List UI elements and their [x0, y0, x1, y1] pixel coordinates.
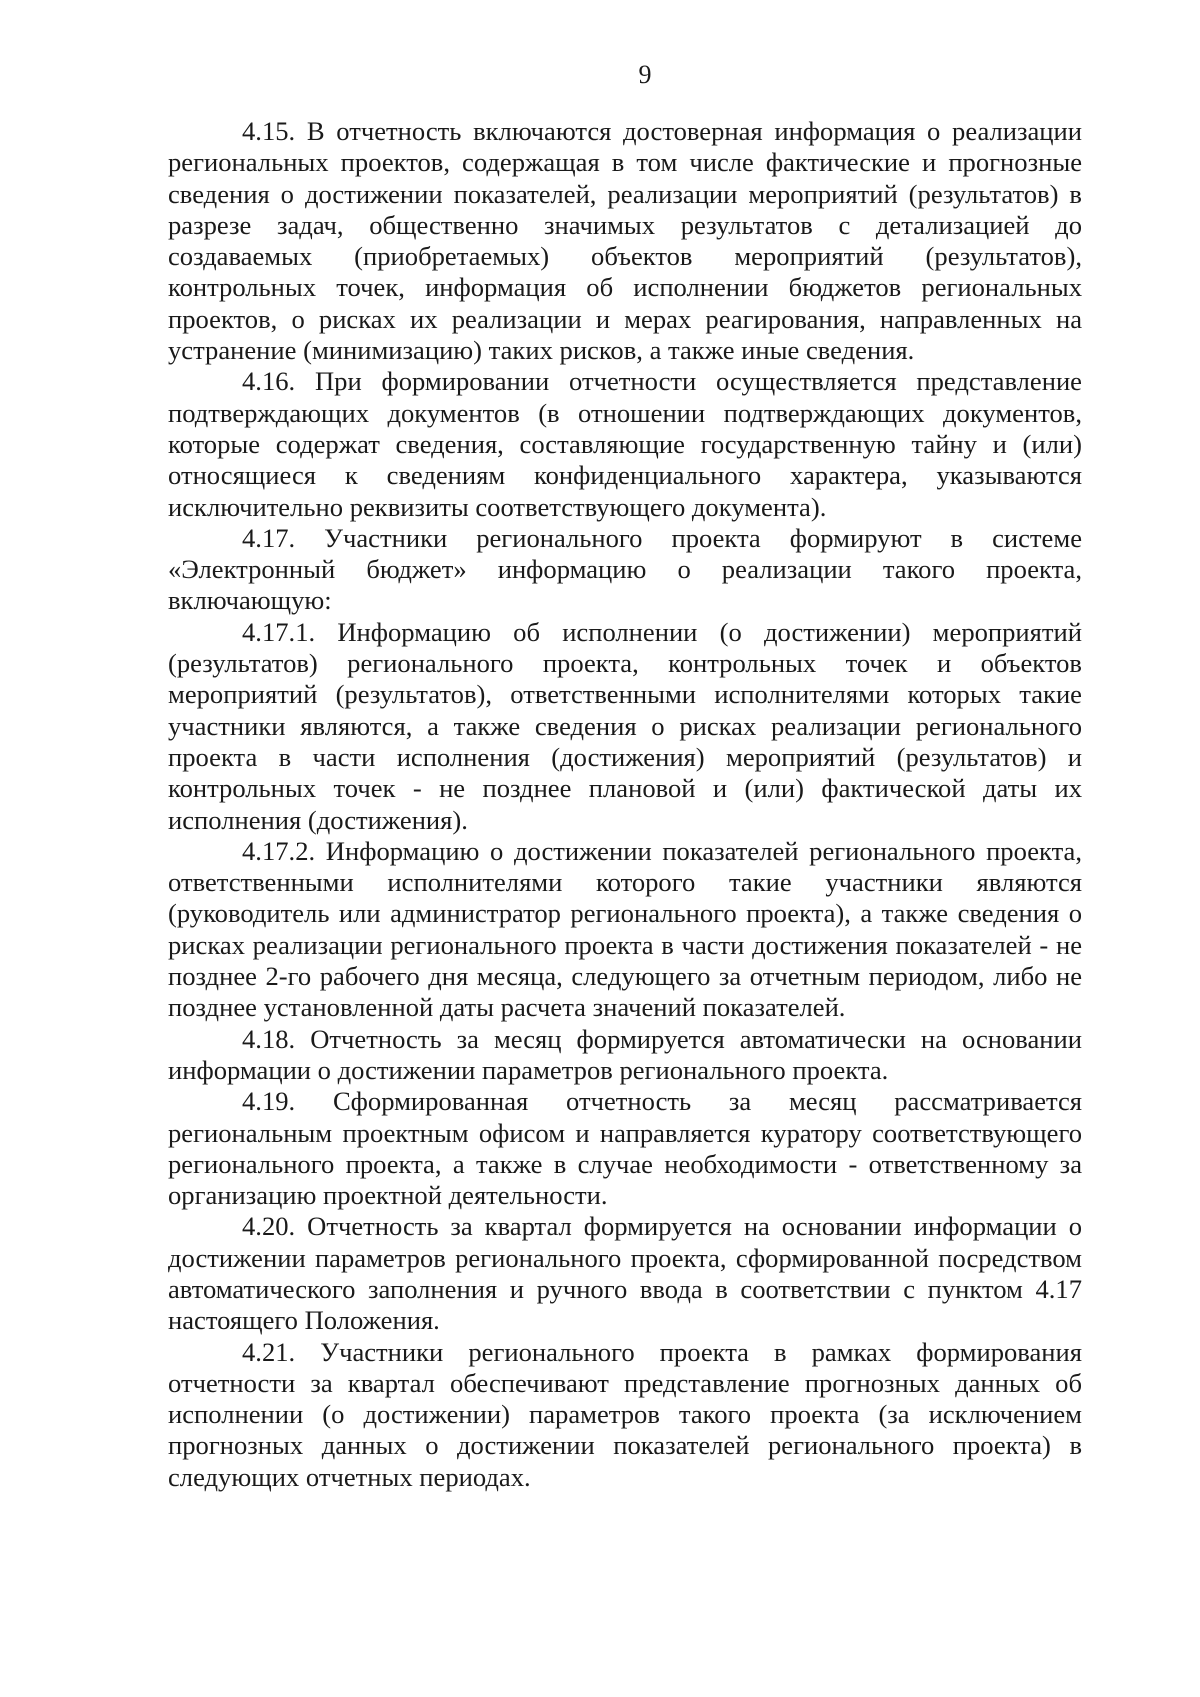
paragraph-4-18: 4.18. Отчетность за месяц формируется автоматически на основании информации о достижении параметров регионального проекта. [168, 1023, 1082, 1085]
paragraph-4-16: 4.16. При формировании отчетности осуществляется представление подтверждающих документов (в отношении подтверждающих документов, которые содержат сведения, составляющие государственную тайну и (или) относящиеся к сведениям конфиденциального характера, указываются исключительно реквизиты соответствующего документа). [168, 366, 1082, 522]
page-number: 9 [638, 60, 652, 89]
paragraph-4-20: 4.20. Отчетность за квартал формируется на основании информации о достижении параметров регионального проекта, сформированной посредством автоматического заполнения и ручного ввода в соответствии с пунктом 4.17 настоящего Положения. [168, 1211, 1082, 1336]
document-body [168, 116, 1082, 1493]
paragraph-4-17-2: 4.17.2. Информацию о достижении показателей регионального проекта, ответственными исполнителями которого такие участники являются (руководитель или администратор регионального проекта), а также сведения о рисках реализации регионального проекта в части достижения показателей - не позднее 2-го рабочего дня месяца, следующего за отчетным периодом, либо не позднее установленной даты расчета значений показателей. [168, 835, 1082, 1023]
paragraph-4-19: 4.19. Сформированная отчетность за месяц рассматривается региональным проектным офисом и направляется куратору соответствующего регионального проекта, а также в случае необходимости - ответственному за организацию проектной деятельности. [168, 1086, 1082, 1211]
paragraph-4-17: 4.17. Участники регионального проекта формируют в системе «Электронный бюджет» информацию о реализации такого проекта, включающую: [168, 522, 1082, 616]
paragraph-4-15: 4.15. В отчетность включаются достоверная информация о реализации региональных проектов, содержащая в том числе фактические и прогнозные сведения о достижении показателей, реализации мероприятий (результатов) в разрезе задач, общественно значимых результатов с детализацией до создаваемых (приобретаемых) объектов мероприятий (результатов), контрольных точек, информация об исполнении бюджетов региональных проектов, о рисках их реализации и мерах реагирования, направленных на устранение (минимизацию) таких рисков, а также иные сведения. [168, 116, 1082, 366]
paragraph-4-21: 4.21. Участники регионального проекта в рамках формирования отчетности за квартал обеспечивают представление прогнозных данных об исполнении (о достижении) параметров такого проекта (за исключением прогнозных данных о достижении показателей регионального проекта) в следующих отчетных периодах. [168, 1336, 1082, 1492]
paragraph-4-17-1: 4.17.1. Информацию об исполнении (о достижении) мероприятий (результатов) регионального проекта, контрольных точек и объектов мероприятий (результатов), ответственными исполнителями которых такие участники являются, а также сведения о рисках реализации регионального проекта в части исполнения (достижения) мероприятий (результатов) и контрольных точек - не позднее плановой и (или) фактической даты их исполнения (достижения). [168, 616, 1082, 835]
